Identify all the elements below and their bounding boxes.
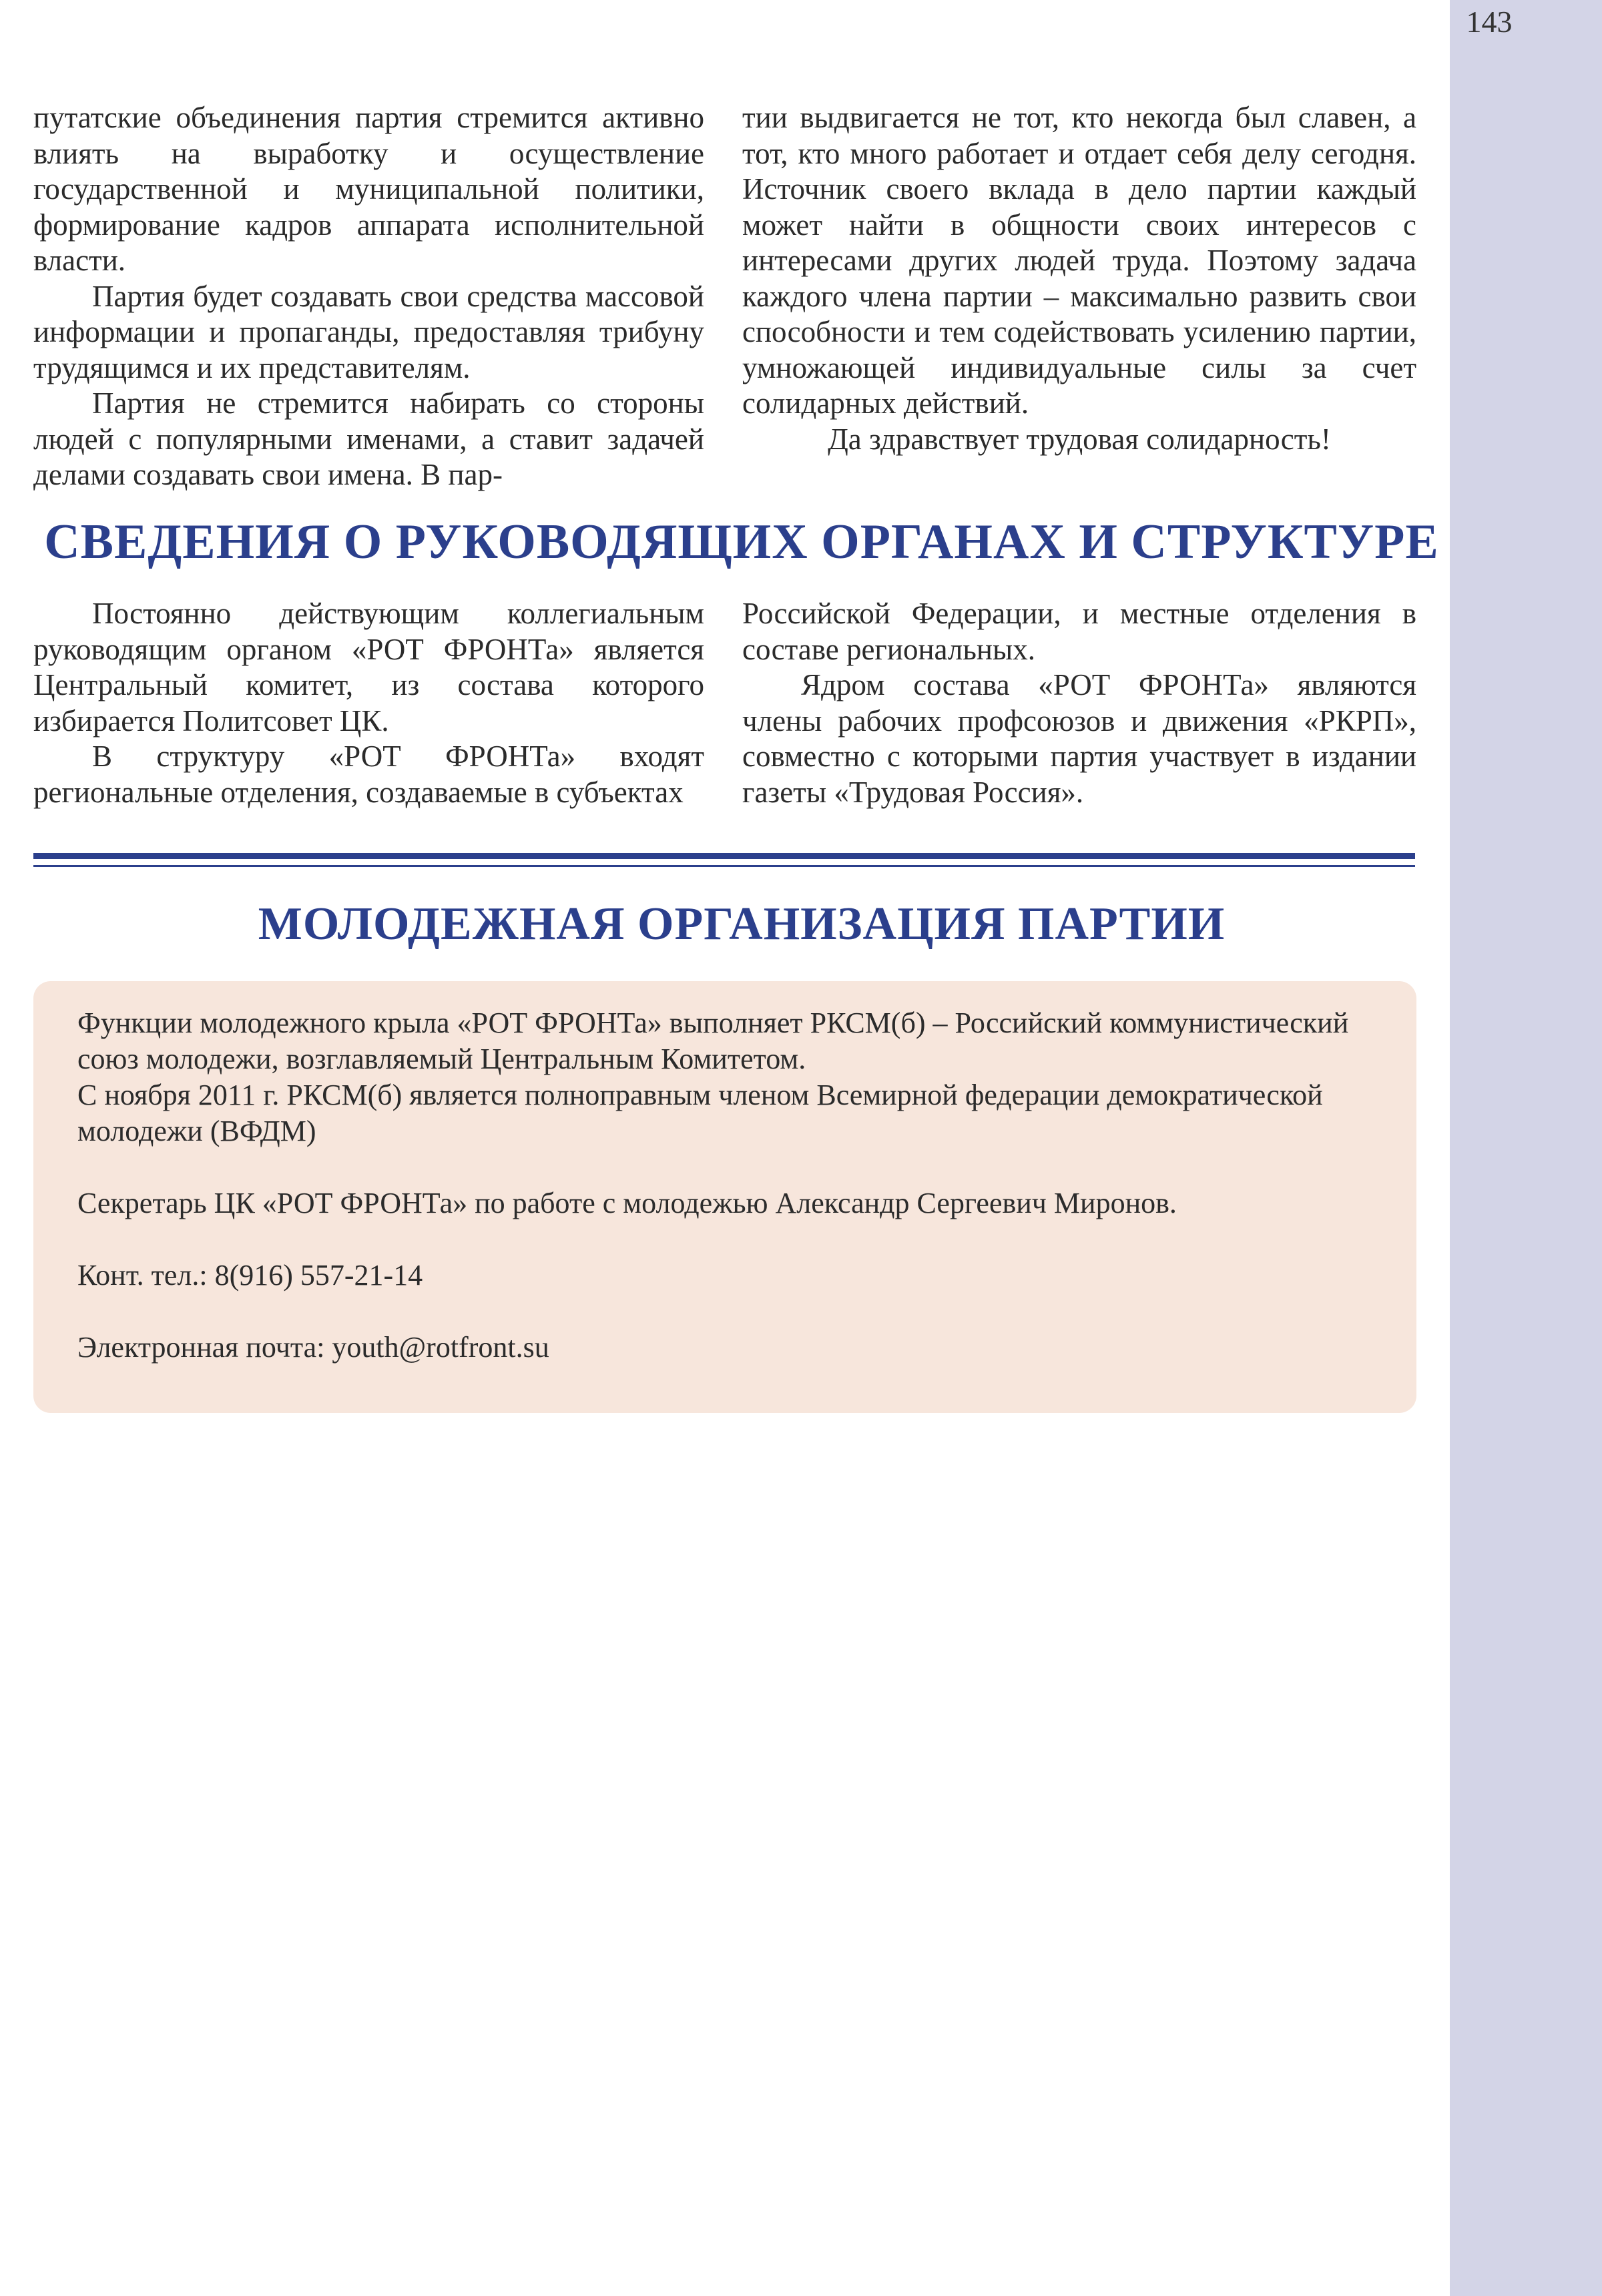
paragraph: В структуру «РОТ ФРОНТа» входят региональные отделения, создаваемые в субъектах xyxy=(33,740,704,809)
paragraph: Российской Федерации, и местные отделения в составе региональных. xyxy=(742,597,1416,666)
phone-line: Конт. тел.: 8(916) 557-21-14 xyxy=(77,1259,423,1292)
paragraph: Ядром состава «РОТ ФРОНТа» являются члены рабочих профсоюзов и движения «РКРП», совместно с которыми партия участвует в издании газеты «Трудовая Россия». xyxy=(742,668,1416,809)
paragraph: Постоянно действующим коллегиальным руководящим органом «РОТ ФРОНТа» является Центральный комитет, из состава которого избирается Политсовет ЦК. xyxy=(33,597,704,738)
top-column-right xyxy=(742,100,1416,457)
secretary-line: Секретарь ЦК «РОТ ФРОНТа» по работе с молодежью Александр Сергеевич Миронов. xyxy=(77,1187,1177,1219)
youth-info-text xyxy=(77,1005,1406,1366)
slogan: Да здравствует трудовая солидарность! xyxy=(828,422,1331,456)
governance-column-right xyxy=(742,596,1416,810)
paragraph: Партия не стремится набирать со стороны людей с популярными именами, а ставит задачей делами создавать свои имена. В пар- xyxy=(33,386,704,491)
side-strip xyxy=(1450,0,1602,2296)
governance-column-left xyxy=(33,596,704,810)
section-heading-governance: СВЕДЕНИЯ О РУКОВОДЯЩИХ ОРГАНАХ И СТРУКТУРЕ xyxy=(44,515,1439,569)
paragraph: Партия будет создавать свои средства массовой информации и пропаганды, предоставляя трибуну трудящимся и их представителям. xyxy=(33,279,704,384)
email-line: Электронная почта: youth@rotfront.su xyxy=(77,1331,549,1364)
section-divider-thin xyxy=(33,865,1415,867)
top-column-left xyxy=(33,100,704,493)
section-heading-youth: МОЛОДЕЖНАЯ ОРГАНИЗАЦИЯ ПАРТИИ xyxy=(258,898,1226,950)
info-line: Функции молодежного крыла «РОТ ФРОНТа» выполняет РКСМ(б) – Российский коммунистический союз молодежи, возглавляемый Центральным Комитетом. xyxy=(77,1007,1349,1075)
paragraph: тии выдвигается не тот, кто некогда был славен, а тот, кто много работает и отдает себя делу сегодня. Источник своего вклада в дело партии каждый может найти в общности своих интересов с интересами других людей труда. Поэтому задача каждого члена партии – максимально развить свои способности и тем содействовать усилению партии, умножающей индивидуальные силы за счет солидарных действий. xyxy=(742,101,1416,420)
section-divider-thick xyxy=(33,853,1415,859)
paragraph: путатские объединения партия стремится активно влиять на выработку и осуществление государственной и муниципальной политики, формирование кадров аппарата исполнительной власти. xyxy=(33,101,704,277)
info-line: С ноября 2011 г. РКСМ(б) является полноправным членом Всемирной федерации демократической молодежи (ВФДМ) xyxy=(77,1079,1323,1147)
page-number: 143 xyxy=(1466,5,1513,39)
